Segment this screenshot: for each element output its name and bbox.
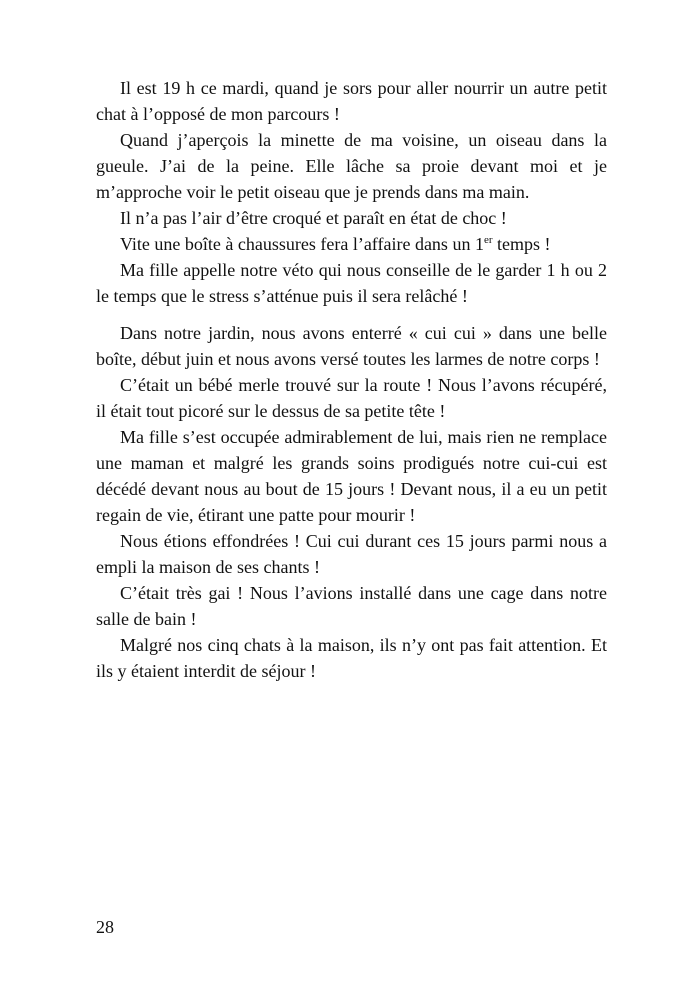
paragraph: C’était un bébé merle trouvé sur la route ! Nous l’avons récupéré, il était tout picoré sur le dessus de sa petite tête ! bbox=[96, 375, 607, 421]
paragraph: Ma fille appelle notre véto qui nous conseille de le garder 1 h ou 2 le temps que le stress s’atténue puis il sera relâché ! bbox=[96, 260, 607, 306]
shoebox-text-after: temps ! bbox=[492, 234, 551, 254]
paragraph-shoebox bbox=[96, 231, 607, 257]
paragraph: C’était très gai ! Nous l’avions installé dans une cage dans notre salle de bain ! bbox=[96, 583, 607, 629]
paragraph: Il n’a pas l’air d’être croqué et paraît en état de choc ! bbox=[120, 208, 507, 228]
page-number: 28 bbox=[96, 917, 114, 937]
paragraph: Nous étions effondrées ! Cui cui durant ces 15 jours parmi nous a empli la maison de ses chants ! bbox=[96, 531, 607, 577]
paragraph: Ma fille s’est occupée admirablement de lui, mais rien ne remplace une maman et malgré les grands soins prodigués notre cui-cui est décédé devant nous au bout de 15 jours ! Devant nous, il a eu un petit regain de vie, étirant une patte pour mourir ! bbox=[96, 427, 607, 525]
text-section-2 bbox=[96, 320, 607, 684]
shoebox-text-before: Vite une boîte à chaussures fera l’affaire dans un 1 bbox=[120, 234, 484, 254]
text-section-1 bbox=[96, 75, 607, 309]
paragraph: Dans notre jardin, nous avons enterré « cui cui » dans une belle boîte, début juin et nous avons versé toutes les larmes de notre corps ! bbox=[96, 323, 607, 369]
paragraph: Quand j’aperçois la minette de ma voisine, un oiseau dans la gueule. J’ai de la peine. Elle lâche sa proie devant moi et je m’approche voir le petit oiseau que je prends dans ma main. bbox=[96, 130, 607, 202]
paragraph: Malgré nos cinq chats à la maison, ils n’y ont pas fait attention. Et ils y étaient interdit de séjour ! bbox=[96, 635, 607, 681]
paragraph: Il est 19 h ce mardi, quand je sors pour aller nourrir un autre petit chat à l’opposé de mon parcours ! bbox=[96, 78, 607, 124]
ordinal-superscript: er bbox=[483, 234, 493, 246]
